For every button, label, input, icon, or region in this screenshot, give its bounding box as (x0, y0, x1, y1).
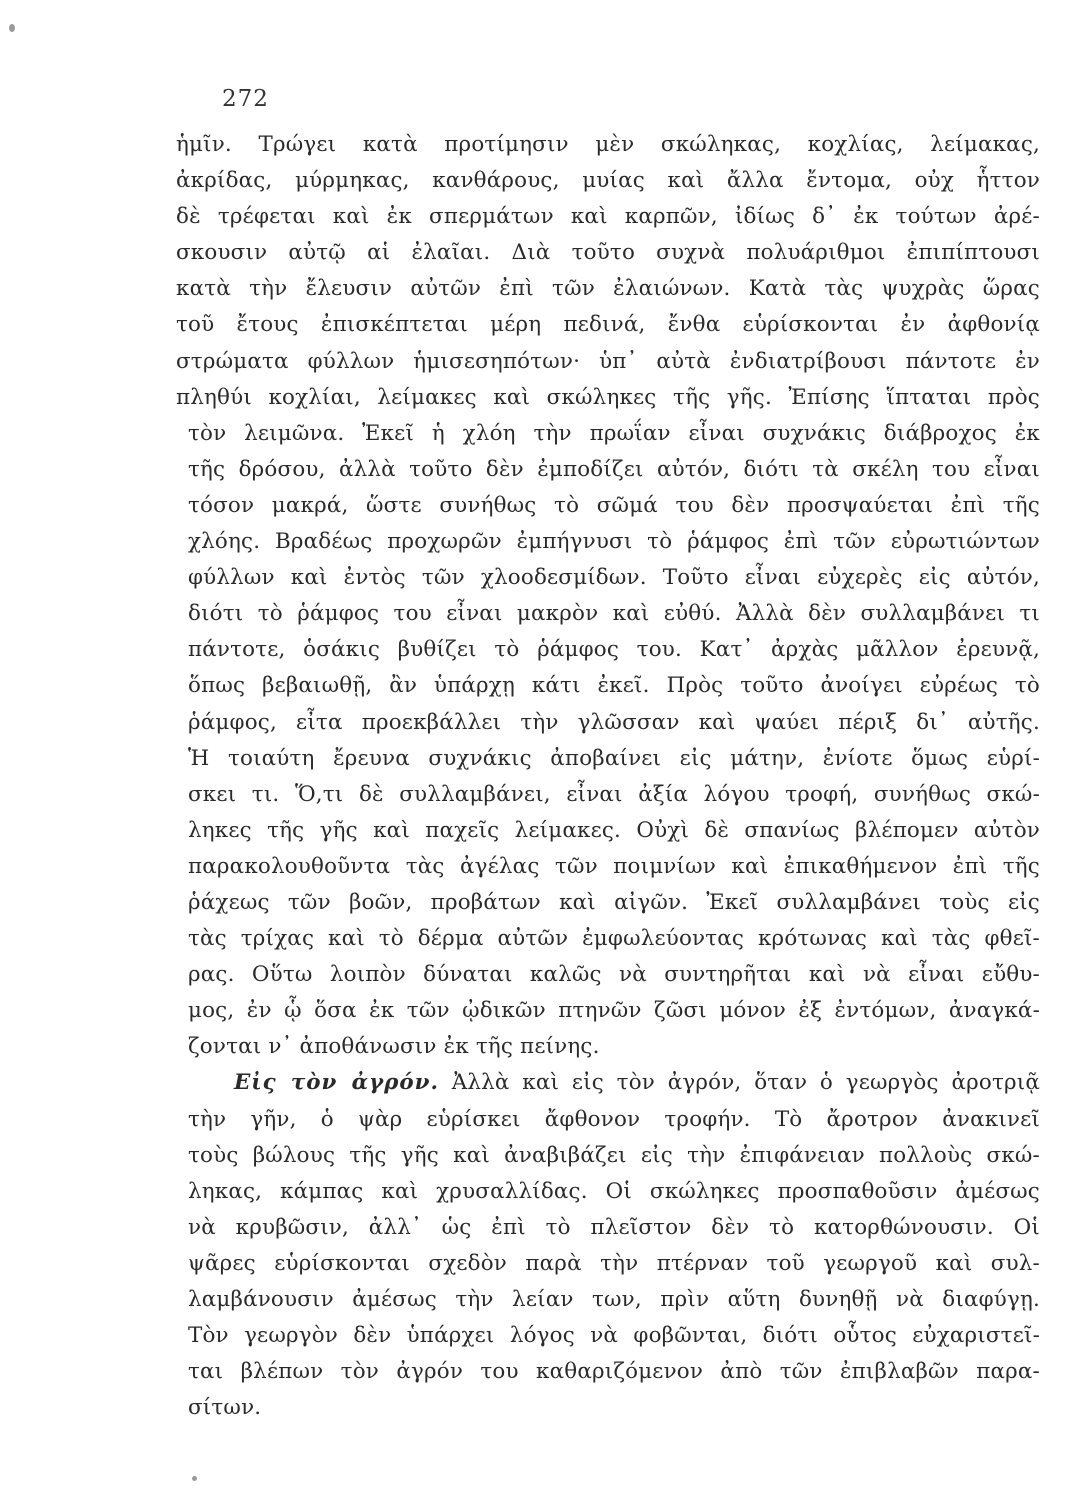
text-line: ρας. Οὕτω λοιπὸν δύναται καλῶς νὰ συντηρῆται καὶ νὰ εἶναι εὔθυ- (188, 962, 1040, 988)
text-line: ληκας, κάμπας καὶ χρυσαλλίδας. Οἱ σκώληκες προσπαθοῦσιν ἀμέσως (188, 1178, 1040, 1204)
section-first-line-text: Ἀλλὰ καὶ εἰς τὸν ἀγρόν, ὅταν ὁ γεωργὸς ἀροτριᾷ (438, 1070, 1040, 1096)
section-first-line (176, 1065, 1040, 1101)
text-line: χλόης. Βραδέως προχωρῶν ἐμπήγνυσι τὸ ῥάμφος ἐπὶ τῶν εὐρωτιώντων (188, 529, 1040, 555)
text-line: νὰ κρυβῶσιν, ἀλλ᾿ ὡς ἐπὶ τὸ πλεῖστον δὲν τὸ κατορθώνουσιν. Οἱ (188, 1214, 1040, 1240)
text-line: κατὰ τὴν ἔλευσιν αὐτῶν ἐπὶ τῶν ἐλαιώνων. Κατὰ τὰς ψυχρὰς ὥρας (176, 276, 1040, 302)
text-line: πάντοτε, ὁσάκις βυθίζει τὸ ῥάμφος του. Κατ᾿ ἀρχὰς μᾶλλον ἐρευνᾷ, (188, 637, 1040, 663)
text-line: σίτων. (188, 1395, 262, 1421)
text-line: τὸν λειμῶνα. Ἐκεῖ ἡ χλόη τὴν πρωΐαν εἶναι συχνάκις διάβροχος ἐκ (188, 420, 1040, 446)
text-line: τόσον μακρά, ὥστε συνήθως τὸ σῶμά του δὲν προσψαύεται ἐπὶ τῆς (188, 492, 1040, 518)
text-line: σκει τι. Ὅ,τι δὲ συλλαμβάνει, εἶναι ἀξία λόγου τροφή, συνήθως σκώ- (188, 781, 1040, 807)
text-line: λαμβάνουσιν ἀμέσως τὴν λείαν των, πρὶν αὕτη δυνηθῇ νὰ διαφύγῃ. (188, 1287, 1040, 1312)
text-line: τὰς τρίχας καὶ τὸ δέρμα αὐτῶν ἐμφωλεύοντας κρότωνας καὶ τὰς φθεῖ- (188, 926, 1040, 952)
text-line: φύλλων καὶ ἐντὸς τῶν χλοοδεσμίδων. Τοῦτο εἶναι εὐχερὲς εἰς αὐτόν, (188, 565, 1040, 591)
text-line: ληκες τῆς γῆς καὶ παχεῖς λείμακες. Οὐχὶ δὲ σπανίως βλέπομεν αὐτὸν (188, 817, 1040, 843)
text-line: ἀκρίδας, μύρμηκας, κανθάρους, μυίας καὶ ἄλλα ἔντομα, οὐχ ἧττον (176, 168, 1040, 194)
page-number: 272 (222, 86, 269, 112)
text-line: στρώματα φύλλων ἡμισεσηπότων· ὑπ᾿ αὐτὰ ἐνδιατρίβουσι πάντοτε ἐν (176, 348, 1040, 374)
text-line: τὴν γῆν, ὁ ψὰρ εὑρίσκει ἄφθονον τροφήν. Τὸ ἄροτρον ἀνακινεῖ (188, 1106, 1040, 1132)
text-line: δὲ τρέφεται καὶ ἐκ σπερμάτων καὶ καρπῶν, ἰδίως δ᾿ ἐκ τούτων ἀρέ- (176, 204, 1040, 230)
text-line: ζονται ν᾿ ἀποθάνωσιν ἐκ τῆς πείνης. (188, 1034, 600, 1060)
text-line: ται βλέπων τὸν ἀγρόν του καθαριζόμενον ἀπὸ τῶν ἐπιβλαβῶν παρα- (188, 1359, 1040, 1385)
text-line: ἡμῖν. Τρώγει κατὰ προτίμησιν μὲν σκώληκας, κοχλίας, λείμακας, (176, 132, 1040, 157)
scan-speck-bottom (192, 1476, 197, 1481)
text-line: ὅπως βεβαιωθῇ, ἂν ὑπάρχῃ κάτι ἐκεῖ. Πρὸς τοῦτο ἀνοίγει εὐρέως τὸ (188, 673, 1040, 699)
text-line: σκουσιν αὐτῷ αἱ ἐλαῖαι. Διὰ τοῦτο συχνὰ πολυάριθμοι ἐπιπίπτουσι (176, 240, 1040, 266)
text-line: διότι τὸ ῥάμφος του εἶναι μακρὸν καὶ εὐθύ. Ἀλλὰ δὲν συλλαμβάνει τι (188, 601, 1040, 627)
text-line: τῆς δρόσου, ἀλλὰ τοῦτο δὲν ἐμποδίζει αὐτόν, διότι τὰ σκέλη του εἶναι (188, 456, 1040, 482)
page-body (176, 127, 1040, 1426)
text-line: Τὸν γεωργὸν δὲν ὑπάρχει λόγος νὰ φοβῶνται, διότι οὗτος εὐχαριστεῖ- (188, 1323, 1040, 1349)
text-line: τοὺς βώλους τῆς γῆς καὶ ἀναβιβάζει εἰς τὴν ἐπιφάνειαν πολλοὺς σκώ- (188, 1142, 1040, 1168)
text-line: ῥάμφος, εἶτα προεκβάλλει τὴν γλῶσσαν καὶ ψαύει πέριξ δι᾿ αὐτῆς. (188, 709, 1040, 735)
text-line: παρακολουθοῦντα τὰς ἀγέλας τῶν ποιμνίων καὶ ἐπικαθήμενον ἐπὶ τῆς (188, 853, 1040, 879)
scan-speck-top (9, 24, 15, 32)
text-line: ψᾶρες εὑρίσκονται σχεδὸν παρὰ τὴν πτέρναν τοῦ γεωργοῦ καὶ συλ- (188, 1250, 1040, 1276)
text-line: τοῦ ἔτους ἐπισκέπτεται μέρη πεδινά, ἔνθα εὑρίσκονται ἐν ἀφθονίᾳ (176, 312, 1040, 338)
text-line: Ἡ τοιαύτη ἔρευνα συχνάκις ἀποβαίνει εἰς μάτην, ἐνίοτε ὅμως εὑρί- (188, 745, 1040, 771)
text-line: ῥάχεως τῶν βοῶν, προβάτων καὶ αἰγῶν. Ἐκεῖ συλλαμβάνει τοὺς εἰς (188, 889, 1040, 915)
section-heading: Εἰς τὸν ἀγρόν. (234, 1070, 439, 1096)
text-line: πληθύι κοχλίαι, λείμακες καὶ σκώληκες τῆς γῆς. Ἐπίσης ἵπταται πρὸς (176, 384, 1040, 410)
text-line: μος, ἐν ᾧ ὅσα ἐκ τῶν ᾠδικῶν πτηνῶν ζῶσι μόνον ἐξ ἐντόμων, ἀναγκά- (188, 998, 1040, 1024)
